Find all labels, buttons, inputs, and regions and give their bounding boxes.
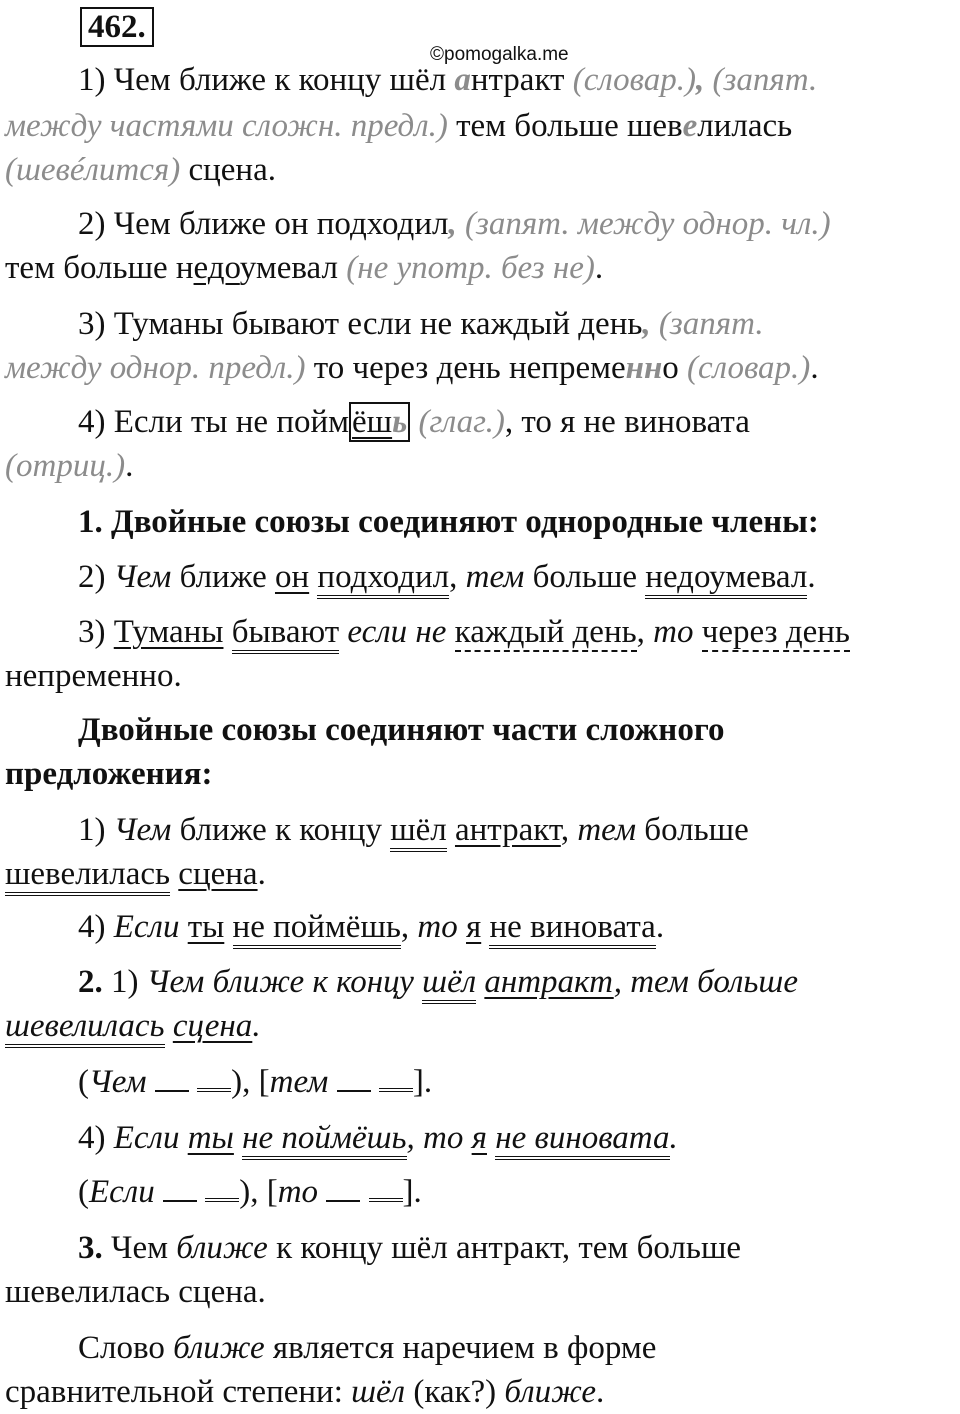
scheme-blank xyxy=(379,1066,413,1092)
text-fragment xyxy=(179,1120,187,1156)
conclusion-line-2 xyxy=(5,1370,604,1414)
text-fragment: не поймёшь xyxy=(233,909,401,949)
text-fragment: 4) xyxy=(78,909,114,945)
text-fragment: (словар.) xyxy=(687,350,811,386)
text-fragment: через день xyxy=(701,614,850,650)
text-fragment: шёл xyxy=(422,964,476,1004)
text-fragment xyxy=(447,812,455,848)
part-2-example-4 xyxy=(78,1116,678,1160)
text-fragment: я xyxy=(471,1120,487,1156)
text-fragment: (как?) xyxy=(405,1374,505,1410)
text-fragment: ближе к концу xyxy=(171,812,391,848)
text-fragment xyxy=(694,614,702,650)
part-1-example-2 xyxy=(78,555,816,599)
text-fragment: ), [ xyxy=(239,1174,278,1210)
text-fragment: подходил xyxy=(317,559,449,599)
text-fragment: 2. xyxy=(78,964,103,1000)
text-fragment xyxy=(458,909,466,945)
part-3-line-2: шевелилась сцена. xyxy=(5,1274,266,1310)
text-fragment: , xyxy=(636,614,654,650)
text-fragment: (запят. xyxy=(712,62,818,98)
text-fragment: (шевéлится) xyxy=(5,152,189,188)
part-1-heading-2-line-2: предложения: xyxy=(5,756,213,792)
text-fragment xyxy=(179,909,187,945)
part-3-line-1 xyxy=(78,1226,741,1270)
text-fragment: бывают xyxy=(232,614,339,654)
text-fragment: ближе xyxy=(176,1230,268,1266)
text-fragment: Туманы xyxy=(113,614,224,650)
text-fragment xyxy=(349,402,410,442)
text-fragment: , тем больше xyxy=(613,964,798,1000)
scheme-blank xyxy=(163,1176,197,1202)
text-fragment: тем больше н xyxy=(5,250,194,286)
text-fragment: то xyxy=(653,614,694,650)
scheme-blank xyxy=(369,1176,403,1202)
sentence-4-line-1 xyxy=(78,400,750,444)
text-fragment: . xyxy=(257,856,266,892)
text-fragment: то через день непреме xyxy=(313,350,626,386)
text-fragment: (глаг.) xyxy=(410,404,505,440)
text-fragment: я xyxy=(466,909,482,945)
text-fragment xyxy=(223,614,231,650)
text-fragment: лилась xyxy=(697,108,793,144)
text-fragment: недоумевал xyxy=(645,559,807,599)
sentence-1-line-2 xyxy=(5,104,792,148)
part-1-example-1-line-1 xyxy=(78,808,749,852)
text-fragment: (словар.) xyxy=(572,62,696,98)
text-fragment: Слово xyxy=(78,1330,174,1366)
text-fragment: ты xyxy=(187,909,225,945)
text-fragment: является наречием в форме xyxy=(264,1330,657,1366)
text-fragment: ближе xyxy=(173,1330,265,1366)
text-fragment: Если xyxy=(113,1120,180,1156)
text-fragment: ]. xyxy=(412,1064,433,1100)
text-fragment: шевелилась xyxy=(5,1008,165,1048)
text-fragment: больше xyxy=(524,559,646,595)
part-2-example-1-line-2 xyxy=(5,1004,261,1048)
text-fragment: , то я не виновата xyxy=(504,404,750,440)
text-fragment xyxy=(147,1064,155,1100)
text-fragment: . xyxy=(810,350,819,386)
text-fragment: . xyxy=(596,1374,605,1410)
text-fragment: , xyxy=(642,306,659,342)
text-fragment: каждый день xyxy=(454,614,637,650)
text-fragment: . xyxy=(125,448,134,484)
scheme-blank xyxy=(205,1176,239,1202)
watermark: ©pomogalka.me xyxy=(430,44,569,65)
text-fragment: Чем ближе к концу xyxy=(146,964,423,1000)
text-fragment: Чем xyxy=(113,559,172,595)
text-fragment: а xyxy=(454,62,471,98)
text-fragment: 3) xyxy=(78,614,114,650)
text-fragment: ]. xyxy=(402,1174,422,1210)
text-fragment xyxy=(328,1064,336,1100)
part-2-example-1-line-1 xyxy=(78,960,798,1004)
text-fragment: 3. xyxy=(78,1230,103,1266)
scheme-blank xyxy=(326,1176,360,1202)
text-fragment: тем xyxy=(577,812,637,848)
exercise-number: 462. xyxy=(80,7,154,47)
text-fragment: ближе xyxy=(171,559,275,595)
scheme-blank xyxy=(155,1066,189,1092)
text-fragment: ), [ xyxy=(231,1064,270,1100)
text-fragment: шевелилась xyxy=(5,856,170,896)
text-fragment xyxy=(487,1120,495,1156)
text-fragment: он xyxy=(274,559,310,595)
text-fragment: , xyxy=(400,909,418,945)
text-fragment: ( xyxy=(78,1064,89,1100)
text-fragment: . xyxy=(669,1120,678,1156)
text-fragment: ( xyxy=(78,1174,89,1210)
text-fragment xyxy=(224,909,232,945)
text-fragment: шёл xyxy=(390,812,447,852)
text-fragment: тем xyxy=(269,1064,329,1100)
text-fragment: к концу шёл антракт, тем больше xyxy=(267,1230,741,1266)
text-fragment: . xyxy=(807,559,816,595)
text-fragment: . xyxy=(594,250,604,286)
text-fragment: сцена. xyxy=(188,152,276,188)
text-fragment: 1) Чем ближе к концу шёл xyxy=(78,62,455,98)
text-fragment: шёл xyxy=(351,1374,406,1410)
text-fragment: Если xyxy=(113,909,180,945)
text-fragment: , xyxy=(560,812,578,848)
text-fragment: 2) Чем ближе он подходил xyxy=(78,206,449,242)
text-fragment xyxy=(446,614,454,650)
text-fragment: ближе xyxy=(504,1374,596,1410)
text-fragment: 3) Туманы бывают если не каждый день xyxy=(78,306,643,342)
text-fragment: (отриц.) xyxy=(5,448,126,484)
text-fragment: 1) xyxy=(102,964,147,1000)
text-fragment: . xyxy=(655,909,665,945)
part-2-scheme-4 xyxy=(78,1170,422,1214)
sentence-3-line-2 xyxy=(5,346,819,390)
text-fragment xyxy=(234,1120,242,1156)
text-fragment xyxy=(165,1008,173,1044)
sentence-2-line-2 xyxy=(5,246,603,290)
text-fragment: 4) Если ты не пойм xyxy=(78,404,350,440)
text-fragment: нтракт xyxy=(470,62,573,98)
text-fragment: ёш xyxy=(352,404,393,440)
text-fragment: нн xyxy=(625,350,663,386)
text-fragment: (запят. xyxy=(658,306,764,342)
text-fragment xyxy=(155,1174,163,1210)
sentence-4-line-2 xyxy=(5,444,133,488)
sentence-2-line-1 xyxy=(78,202,831,246)
sentence-1-line-3 xyxy=(5,148,276,192)
text-fragment: Чем xyxy=(113,812,172,848)
text-fragment: антракт xyxy=(454,812,561,848)
text-fragment: (не употр. без не) xyxy=(346,250,595,286)
text-fragment: 2) xyxy=(78,559,114,595)
part-1-heading: 1. Двойные союзы соединяют однородные члены: xyxy=(78,504,819,540)
text-fragment: Чем xyxy=(89,1064,147,1100)
text-fragment: не поймёшь xyxy=(242,1120,406,1160)
text-fragment: (запят. между однор. чл.) xyxy=(464,206,831,242)
part-1-heading-2-line-1: Двойные союзы соединяют части сложного xyxy=(78,712,725,748)
text-fragment: ты xyxy=(187,1120,234,1156)
text-fragment: больше xyxy=(636,812,749,848)
part-1-example-4 xyxy=(78,905,664,949)
text-fragment: едо xyxy=(193,250,240,286)
scheme-blank xyxy=(337,1066,371,1092)
text-fragment: антракт xyxy=(484,964,614,1000)
text-fragment: ь xyxy=(392,404,408,440)
text-fragment: между частями сложн. предл.) xyxy=(5,108,457,144)
text-fragment: . xyxy=(252,1008,261,1044)
text-fragment: то xyxy=(277,1174,319,1210)
text-fragment: Чем xyxy=(102,1230,177,1266)
text-fragment: , xyxy=(696,62,713,98)
text-fragment: о xyxy=(662,350,688,386)
text-fragment: сравнительной степени: xyxy=(5,1374,352,1410)
part-2-scheme-1 xyxy=(78,1060,432,1104)
text-fragment: не виновата xyxy=(495,1120,669,1160)
text-fragment: умевал xyxy=(239,250,347,286)
sentence-3-line-1 xyxy=(78,302,764,346)
text-fragment: , xyxy=(449,559,466,595)
text-fragment: между однор. предл.) xyxy=(5,350,314,386)
sentence-1-line-1 xyxy=(78,58,817,102)
text-fragment: тем xyxy=(465,559,525,595)
text-fragment: то xyxy=(417,909,458,945)
text-fragment: тем больше шев xyxy=(456,108,683,144)
text-fragment: , то xyxy=(406,1120,472,1156)
text-fragment: если не xyxy=(347,614,447,650)
part-1-example-3-line-1 xyxy=(78,610,850,654)
part-1-example-1-line-2 xyxy=(5,852,266,896)
text-fragment: сцена xyxy=(178,856,258,892)
text-fragment: , xyxy=(448,206,465,242)
text-fragment: не виновата xyxy=(489,909,655,949)
text-fragment: 4) xyxy=(78,1120,114,1156)
text-fragment: Если xyxy=(89,1174,155,1210)
conclusion-line-1 xyxy=(78,1326,656,1370)
part-1-example-3-line-2: непременно. xyxy=(5,658,182,694)
text-fragment xyxy=(318,1174,326,1210)
text-fragment: сцена xyxy=(172,1008,253,1044)
text-fragment: е xyxy=(682,108,698,144)
text-fragment: 1) xyxy=(78,812,114,848)
scheme-blank xyxy=(197,1066,231,1092)
